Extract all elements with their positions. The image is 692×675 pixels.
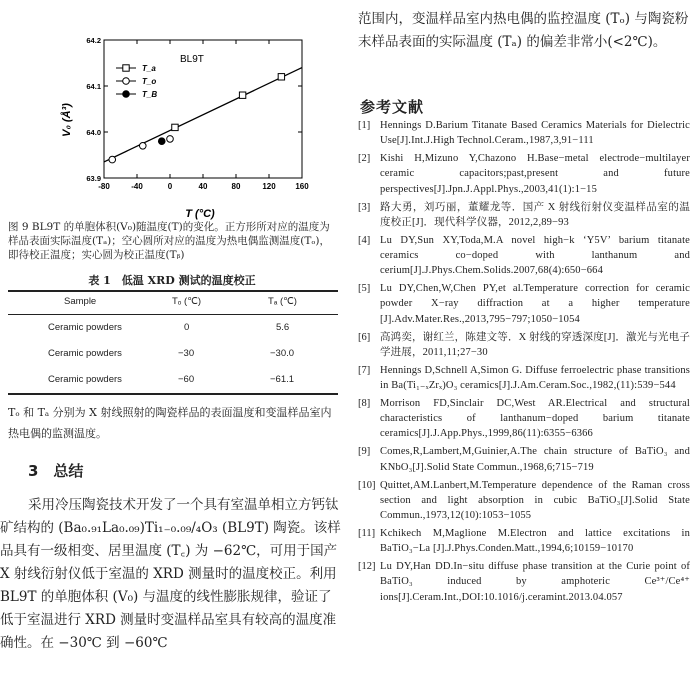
table-top-rule	[8, 290, 338, 292]
table-header-sample: Sample	[64, 296, 97, 307]
reference-text: Lu DY,Han DD.In−situ diffuse phase transition at the Curie point of BaTiO₃ induced by amphoteric Ce³⁺/Ce⁴⁺ ions[J].Ceram.Int.,DOI:10.1016/j.ceramint.2013.04.057	[380, 561, 690, 603]
reference-item	[358, 330, 690, 360]
x-tick-label: -80	[98, 182, 110, 191]
reference-item	[358, 200, 690, 230]
table-note: Tₒ 和 Tₐ 分别为 X 射线照射的陶瓷样品的表面温度和变温样品室内热电偶的监测温度。	[8, 406, 332, 440]
data-point	[239, 92, 245, 98]
table-cell: −30.0	[270, 348, 295, 359]
reference-list	[358, 118, 690, 608]
data-point	[158, 138, 165, 145]
data-point	[139, 143, 146, 150]
section-heading: 3 总结	[28, 462, 84, 480]
chart-svg	[40, 20, 320, 220]
legend-marker	[123, 65, 129, 71]
x-tick-label: 160	[295, 182, 309, 191]
reference-item	[358, 363, 690, 393]
reference-item	[358, 526, 690, 556]
legend-label: T_B	[142, 90, 158, 99]
reference-item	[358, 151, 690, 197]
figure-label: BL9T	[180, 54, 204, 65]
reference-text: Kishi H,Mizuno Y,Chazono H.Base−metal electrode−multilayer ceramic capacitors;past,present and future perspectives[J].Jpn.J.Appl.Phys.,2003,41(1):1−15	[380, 153, 690, 195]
continued-paragraph: 范围内，变温样品室内热电偶的监控温度 (Tₒ) 与陶瓷粉末样品表面的实际温度 (Tₐ) 的偏差非常小(<2℃)。	[358, 11, 689, 50]
y-tick-label: 64.0	[86, 128, 101, 137]
y-tick-label: 64.1	[86, 82, 101, 91]
y-axis-label: V₀ (Å³)	[61, 103, 73, 137]
reference-number: [9]	[358, 446, 371, 458]
table-cell: Ceramic powders	[48, 322, 122, 333]
x-tick-label: 80	[231, 182, 241, 191]
reference-item	[358, 281, 690, 327]
table-header-rule	[8, 314, 338, 315]
data-point	[278, 74, 284, 80]
references-heading: 参考文献	[360, 98, 425, 116]
table-header-to: Tₒ (℃)	[172, 296, 202, 307]
right-column	[358, 0, 690, 675]
reference-text: Lu DY,Sun XY,Toda,M.A novel high−k ‘Y5V’ barium titanate ceramics co−doped with lanthanum and cerium[J].J.Phys.Chem.Solids.2007,68(4):650−664	[380, 234, 690, 277]
legend-marker	[123, 91, 130, 98]
reference-number: [7]	[358, 364, 371, 376]
data-point	[167, 136, 174, 143]
table-cell: 0	[184, 322, 190, 333]
x-tick-label: 0	[167, 182, 173, 191]
legend-marker	[123, 78, 130, 85]
data-point	[109, 156, 116, 163]
reference-text: 高鸿奕，谢红兰，陈建文等．X 射线的穿透深度[J]．激光与光电子学进展，2011,11;27−30	[380, 331, 690, 358]
reference-text: 路大勇，刘巧丽，董耀龙等．国产 X 射线衍射仪变温样品室的温度校正[J]．现代科学仪器，2012,2,89−93	[380, 201, 690, 228]
left-column	[0, 0, 344, 675]
section-body-paragraph: 采用冷压陶瓷技术开发了一个具有室温单相立方钙钛矿结构的 (Ba₀.₉₁La₀.₀₉)Ti₁₋₀.₀₉/₄O₃ (BL9T) 陶瓷。该样品具有一级相变、居里温度 (T꜀) 为 −62℃，可用于国产 X 射线衍射仪低于室温的 XRD 测量时的温度校正。利用 BL9T 的单胞体积 (V₀) 与温度的线性膨胀规律，验证了低于室温进行 XRD 测量时变温样品室具有较高的温度准确性。在 −30℃ 到 −60℃	[0, 497, 341, 651]
figure-9-chart	[40, 20, 320, 220]
reference-text: Comes,R,Lambert,M,Guinier,A.The chain structure of BaTiO₃ and KNbO₃[J].Solid State Commun.,1968,6;715−719	[380, 446, 690, 473]
y-tick-label: 64.2	[86, 36, 101, 45]
x-axis-label: T (°C)	[185, 208, 215, 220]
x-tick-label: 120	[262, 182, 276, 191]
table-cell: −30	[178, 348, 195, 359]
reference-item	[358, 118, 690, 148]
reference-item	[358, 444, 690, 474]
reference-text: Kchikech M,Maglione M.Electron and lattice excitations in BaTiO₃−La [J].J.Phys.Conden.Matt.,1994,6;10159−10170	[380, 528, 690, 555]
y-tick-label: 63.9	[86, 174, 101, 183]
reference-number: [5]	[358, 283, 371, 295]
reference-text: Lu DY,Chen,W,Chen PY,et al.Temperature correction for ceramic powder X−ray diffraction at a higher temperature [J].Adv.Mater.Res.,2013,795−797;1050−1054	[380, 283, 690, 325]
table-bottom-rule	[8, 393, 338, 395]
reference-item	[358, 233, 690, 279]
reference-number: [10]	[358, 479, 376, 491]
reference-text: Hennings D.Barium Titanate Based Ceramics Materials for Dielectric Use[J].Int.J.High Technol.Ceram.,1987,3,91−111	[380, 120, 690, 147]
reference-number: [2]	[358, 153, 371, 165]
figure-caption: 图 9 BL9T 的单胞体积(V₀)随温度(T)的变化。正方形所对应的温度为样品表面实际温度(Tₐ)；空心圆所对应的温度为热电偶监测温度(Tₒ)，即待校正温度；实心圆为校正温度(Tᵦ)	[8, 221, 330, 261]
reference-number: [4]	[358, 234, 371, 246]
legend-label: T_o	[142, 77, 157, 86]
legend-label: T_a	[142, 64, 156, 73]
reference-text: Quittet,AM.Lanbert,M.Temperature dependence of the Raman cross section and light absorption in cubic BaTiO₃[J].Solid State Commun.,1973,12(10):1053−1055	[380, 479, 690, 522]
reference-text: Morrison FD,Sinclair DC,West AR.Electrical and structural characteristics of lanthanum−doped barium titanate ceramics[J].J.App.Phys.,1999,86(11):6355−6366	[380, 398, 690, 440]
reference-item	[358, 396, 690, 442]
reference-number: [8]	[358, 398, 371, 410]
reference-item	[358, 478, 690, 524]
fit-line	[104, 68, 302, 162]
reference-number: [12]	[358, 561, 376, 573]
reference-number: [11]	[358, 528, 376, 540]
data-point	[172, 124, 178, 130]
x-tick-label: 40	[198, 182, 208, 191]
reference-number: [6]	[358, 331, 371, 343]
table-header-ta: Tₐ (℃)	[268, 296, 297, 307]
table-cell: Ceramic powders	[48, 348, 122, 359]
table-cell: Ceramic powders	[48, 374, 122, 385]
section-body	[0, 494, 344, 655]
reference-number: [1]	[358, 120, 371, 131]
reference-number: [3]	[358, 201, 371, 213]
table-cell: 5.6	[276, 322, 290, 333]
x-tick-label: -40	[131, 182, 143, 191]
table-cell: −60	[178, 374, 195, 385]
reference-text: Hennings D,Schnell A,Simon G. Diffuse ferroelectric phase transitions in Ba(Ti₁₋ₓZrₓ)O₃ ceramics[J].J.Am.Ceram.Soc.,1982,(11):539−544	[380, 364, 690, 392]
table-title: 表 1 低温 XRD 测试的温度校正	[88, 274, 256, 287]
reference-item	[358, 559, 690, 605]
table-cell: −61.1	[270, 374, 295, 385]
